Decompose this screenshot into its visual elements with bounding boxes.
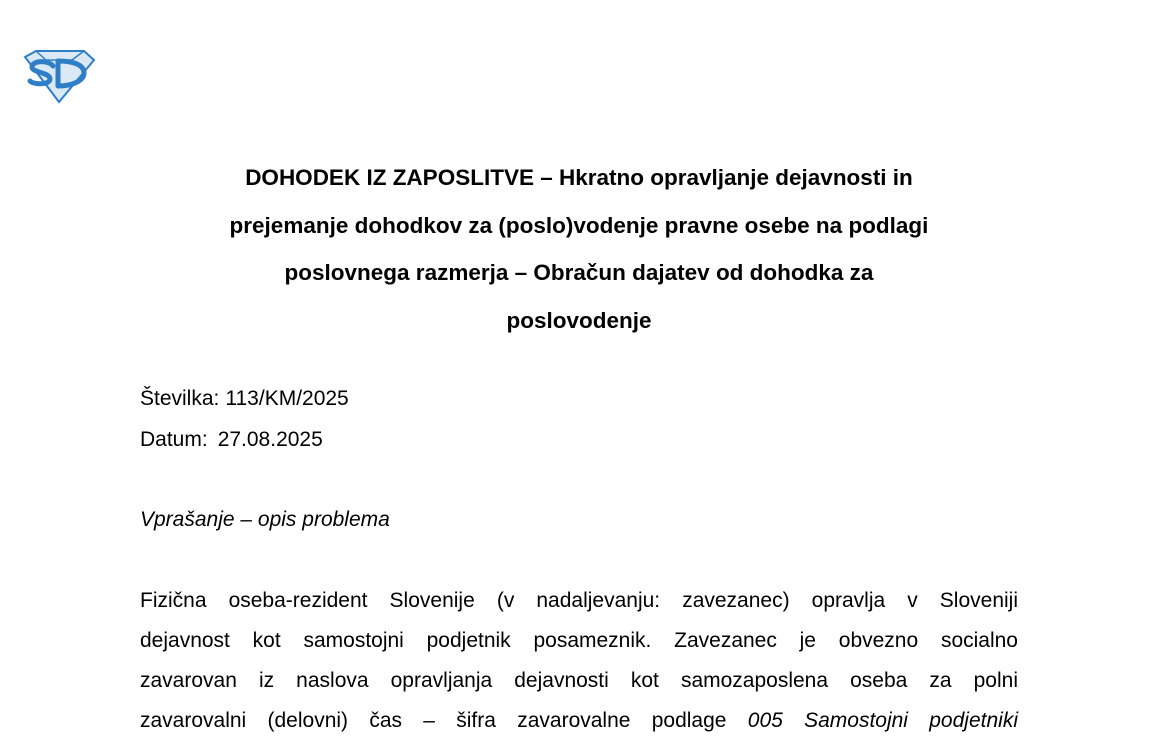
paragraph-line: Fizična oseba-rezident Slovenije (v nadaljevanju: zavezanec) opravlja v Sloveniji <box>140 589 1018 612</box>
title-line: poslovnega razmerja – Obračun dajatev od dohodka za <box>284 260 874 285</box>
title-line: prejemanje dohodkov za (poslo)vodenje pravne osebe na podlagi <box>229 212 929 238</box>
title-line: DOHODEK IZ ZAPOSLITVE – Hkratno opravljanje dejavnosti in <box>245 165 913 190</box>
sd-shield-logo <box>22 48 96 104</box>
section-heading: Vprašanje – opis problema <box>140 508 390 531</box>
insurance-basis-code: 005 Samostojni podjetniki <box>747 709 1018 732</box>
document-number <box>140 386 349 412</box>
document-title <box>140 154 1018 344</box>
number-label: Številka: <box>140 387 220 410</box>
paragraph-line: zavarovan iz naslova opravljanja dejavnosti kot samozaposlena oseba za polni <box>140 669 1018 692</box>
document-date <box>140 427 323 453</box>
date-value: 27.08.2025 <box>217 428 323 451</box>
paragraph-line: dejavnost kot samostojni podjetnik posameznik. Zavezanec je obvezno socialno <box>140 629 1018 652</box>
date-label: Datum: <box>140 428 208 451</box>
paragraph-line: zavarovalni (delovni) čas – šifra zavarovalne podlage 005 Samostojni podjetniki <box>140 709 1018 732</box>
question-paragraph <box>140 588 1018 743</box>
title-line: poslovodenje <box>506 307 652 333</box>
number-value: 113/KM/2025 <box>225 387 349 410</box>
